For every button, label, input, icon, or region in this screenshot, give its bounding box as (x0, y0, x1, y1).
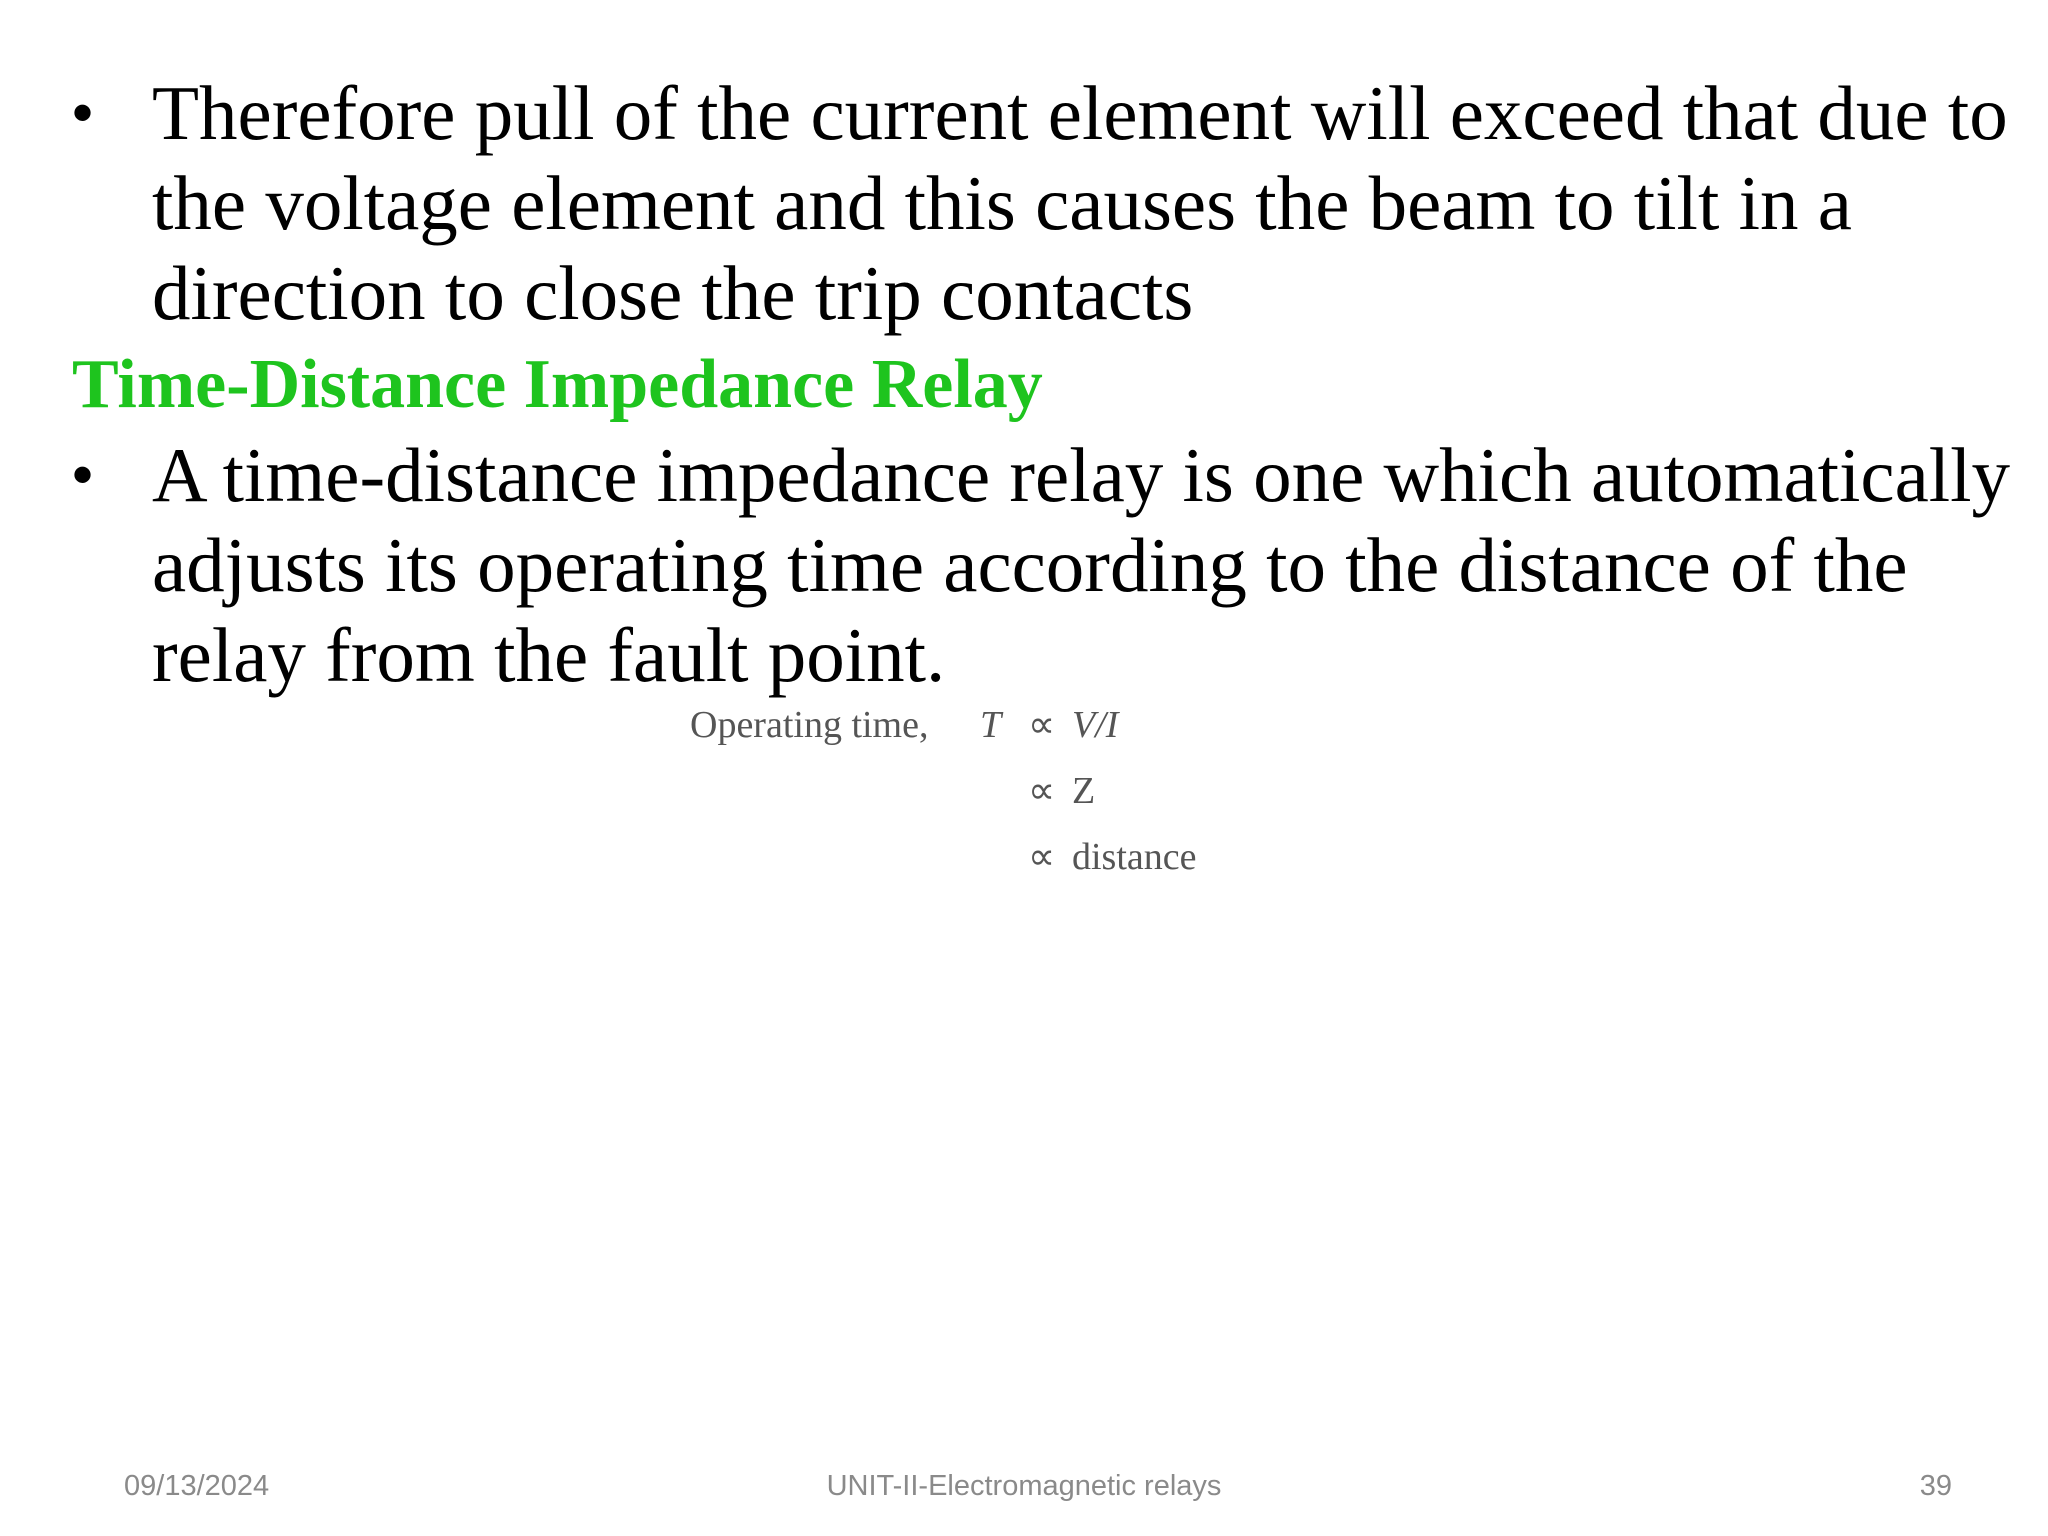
formula-rhs: Z (1072, 770, 1096, 812)
bullet-dot-icon: • (72, 79, 94, 146)
bullet-dot-icon: • (72, 441, 94, 508)
proportional-symbol: ∝ (1028, 704, 1056, 746)
section-heading: Time-Distance Impedance Relay (72, 346, 1043, 423)
footer-title: UNIT-II-Electromagnetic relays (826, 1470, 1222, 1502)
bullet-text: Therefore pull of the current element will exceed that due to the voltage element and this causes the beam to tilt in a direction to close the trip contacts (152, 70, 2008, 336)
formula-rhs: distance (1072, 836, 1197, 878)
footer-date: 09/13/2024 (124, 1470, 270, 1502)
bullet-item (72, 430, 2011, 700)
formula-rhs: V/I (1072, 704, 1119, 746)
formula-image (690, 700, 1250, 900)
bullet-item (72, 68, 2008, 338)
bullet-text: A time-distance impedance relay is one which automatically adjusts its operating time according to the distance of the relay from the fault point. (152, 432, 2011, 698)
formula-symbol: T (980, 704, 1002, 746)
proportional-symbol: ∝ (1028, 836, 1056, 878)
page-number: 39 (1919, 1470, 1952, 1502)
proportional-symbol: ∝ (1028, 770, 1056, 812)
formula-label: Operating time, (690, 704, 929, 746)
